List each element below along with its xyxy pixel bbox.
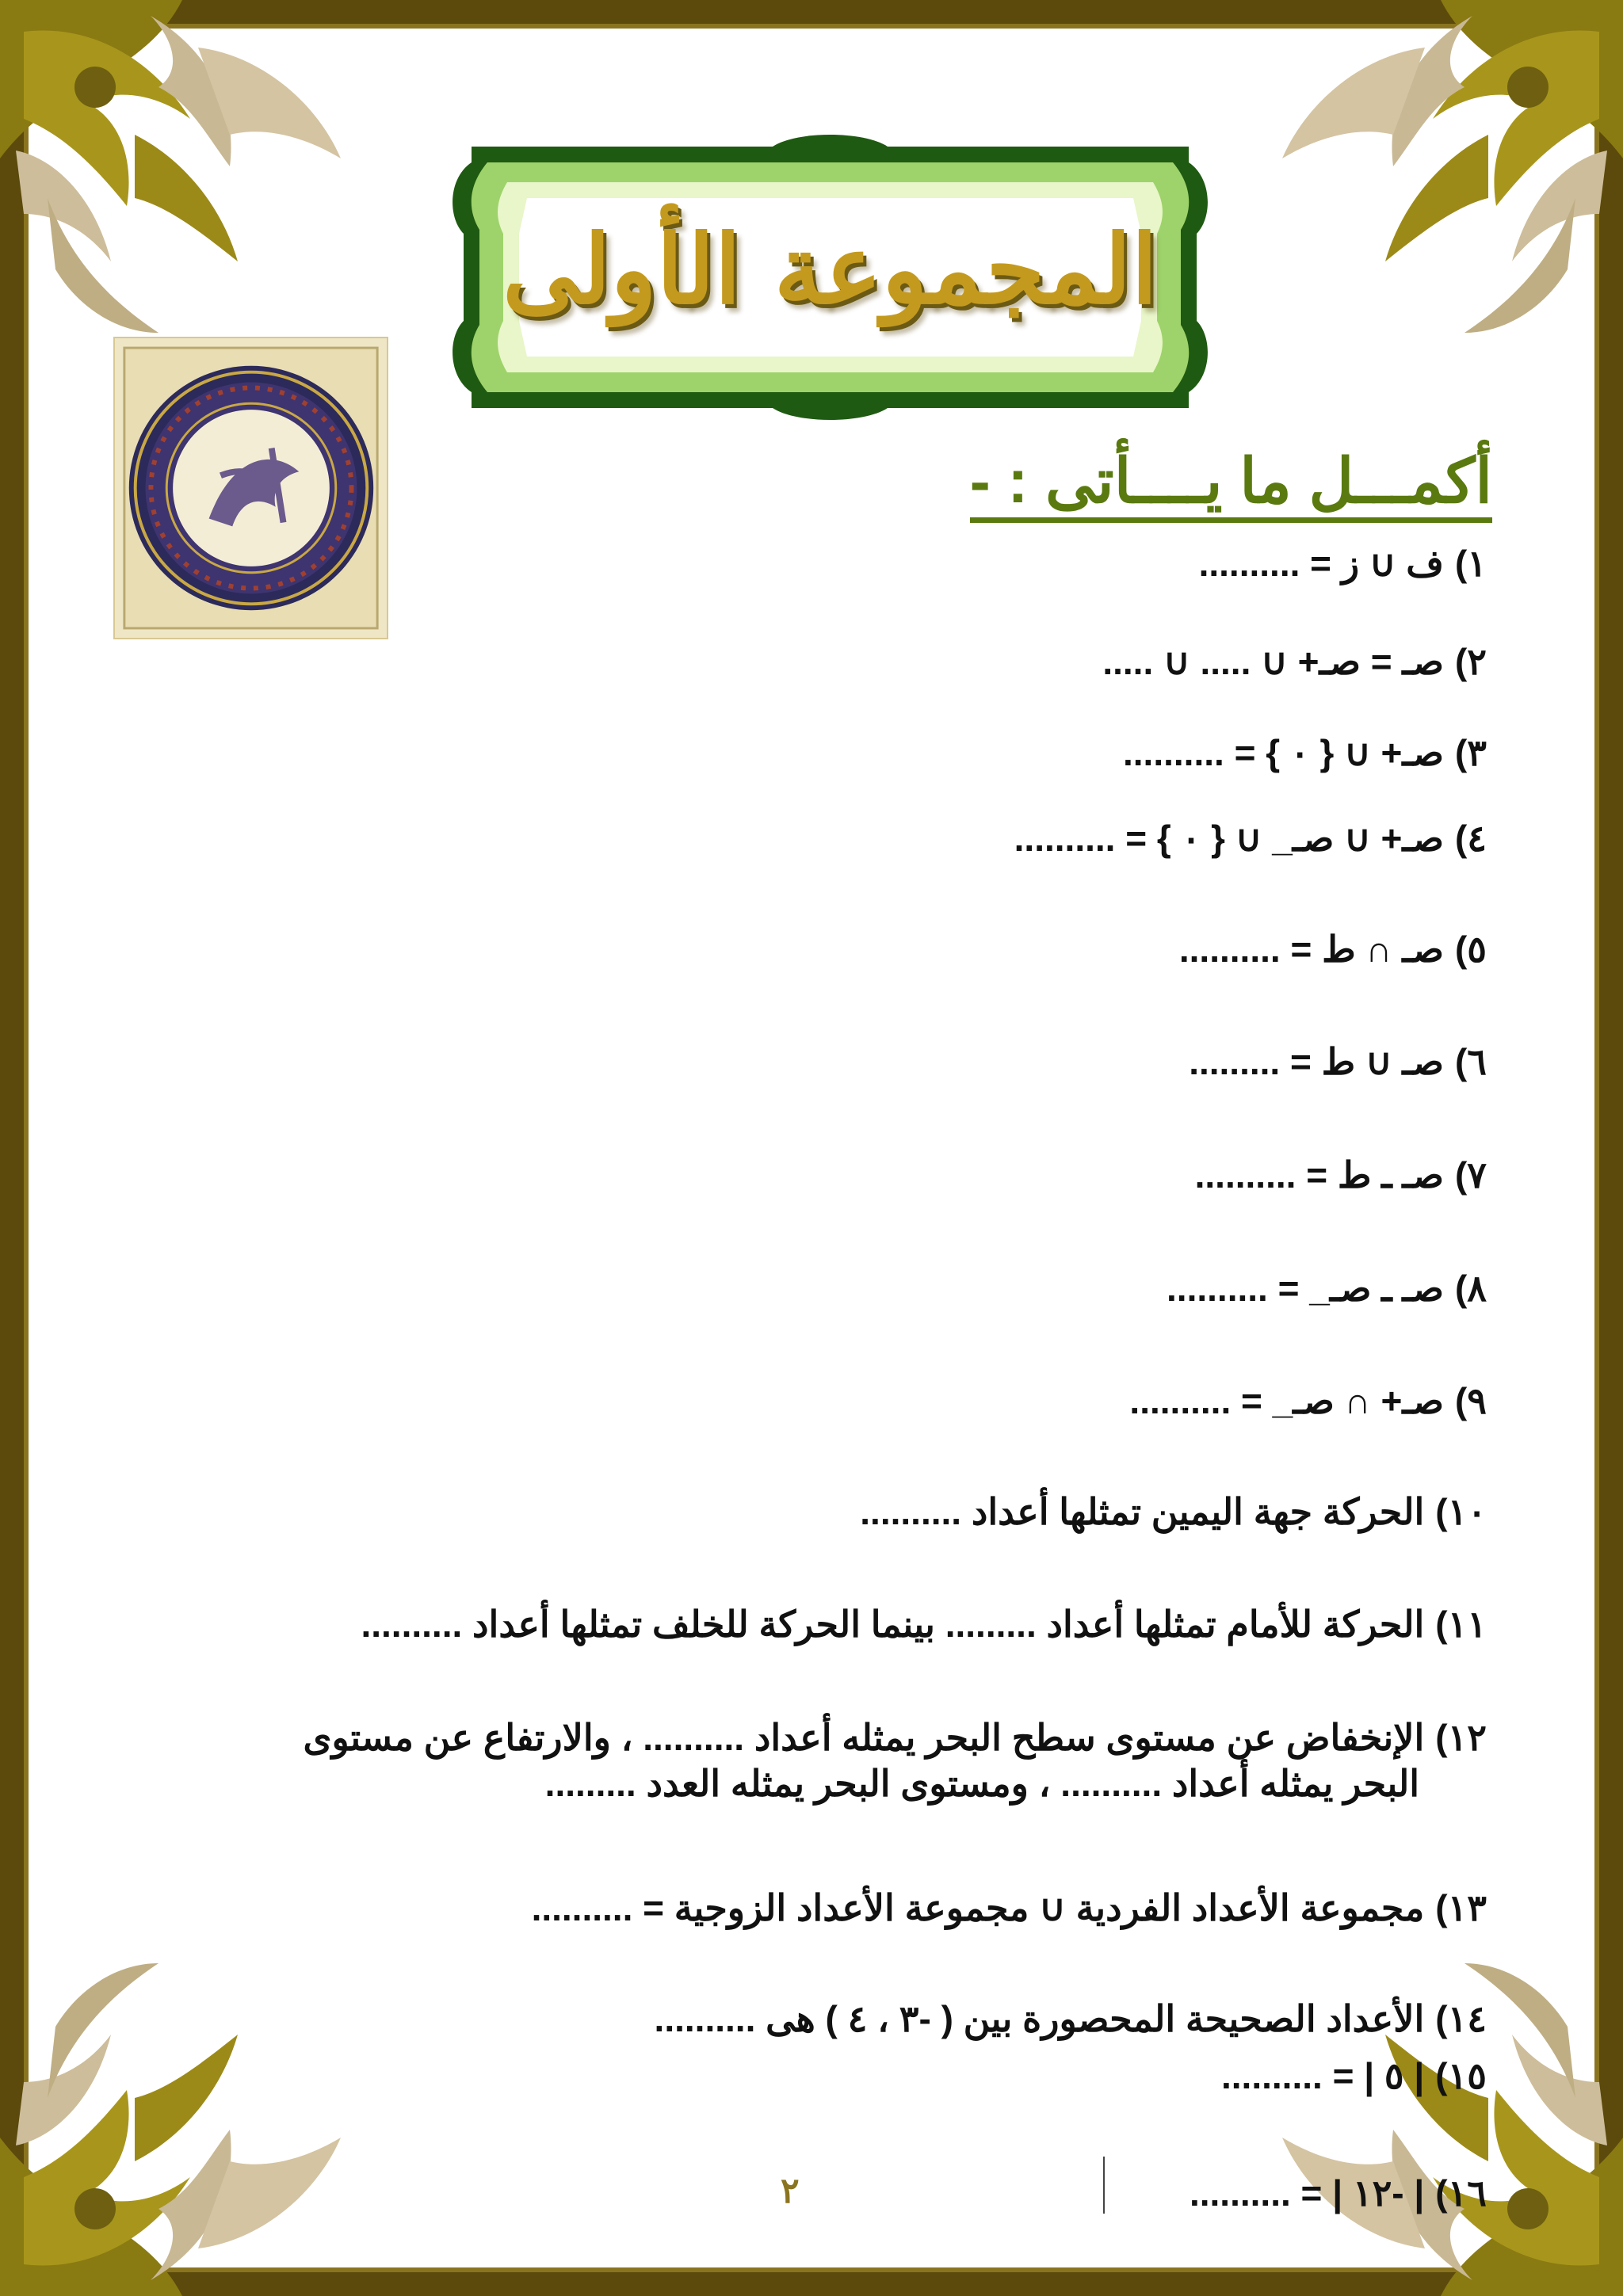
floral-corner-bottom-right-icon [1251,1924,1623,2296]
question-1: ١)ف ∪ ز = .......... [1198,543,1487,584]
question-6: ٦)صـ ∪ ط = ......... [1189,1041,1487,1082]
question-9: ٩)صـ+ ∩ صـ_ = .......... [1129,1380,1487,1421]
question-11: ١١)الحركة للأمام تمثلها أعداد ......... بينما الحركة للخلف تمثلها أعداد .......... [361,1604,1487,1645]
question-13: ١٣)مجموعة الأعداد الفردية ∪ مجموعة الأعداد الزوجية = .......... [531,1887,1487,1928]
question-10: ١٠)الحركة جهة اليمين تمثلها أعداد .......... [860,1491,1487,1532]
question-16: ١٦)| -١٢ | = .......... [1189,2172,1487,2214]
page-number: ٢ [781,2172,800,2210]
floral-corner-top-left-icon [0,0,372,372]
question-7: ٧)صـ ـ ط = .......... [1194,1154,1487,1196]
floral-corner-top-right-icon [1251,0,1623,372]
text-cursor-line [1103,2157,1105,2214]
question-3: ٣)صـ+ ∪ { ٠ } = .......... [1123,732,1487,773]
question-4: ٤)صـ+ ∪ صـ_ ∪ { ٠ } = .......... [1014,818,1487,859]
page-title: المجموعة الأولى [502,214,1158,326]
question-2: ٢)صـ = صـ+ ∪ ..... ∪ ..... [1102,641,1487,682]
question-12: ١٢)الإنخفاض عن مستوى سطح البحر يمثله أعداد .......... ، والارتفاع عن مستوى البحر يمثله أعداد .......... ، ومستوى البحر يمثله العدد ......... [124,1715,1487,1806]
question-12-continuation: البحر يمثله أعداد .......... ، ومستوى البحر يمثله العدد ......... [544,1762,1419,1804]
calligraphy-medallion-icon [113,337,388,639]
question-8: ٨)صـ ـ صـ_ = .......... [1167,1268,1487,1309]
instruction-heading: أكمـــل ما يــــأتى : - [970,448,1492,523]
floral-corner-bottom-left-icon [0,1924,372,2296]
question-14: ١٤)الأعداد الصحيحة المحصورة بين ( -٣ ، ٤ ) هى .......... [654,1998,1487,2039]
question-5: ٥)صـ ∩ ط = .......... [1178,929,1487,970]
title-banner [440,131,1220,424]
question-15: ١٥)| ٥ | = .......... [1220,2055,1487,2096]
